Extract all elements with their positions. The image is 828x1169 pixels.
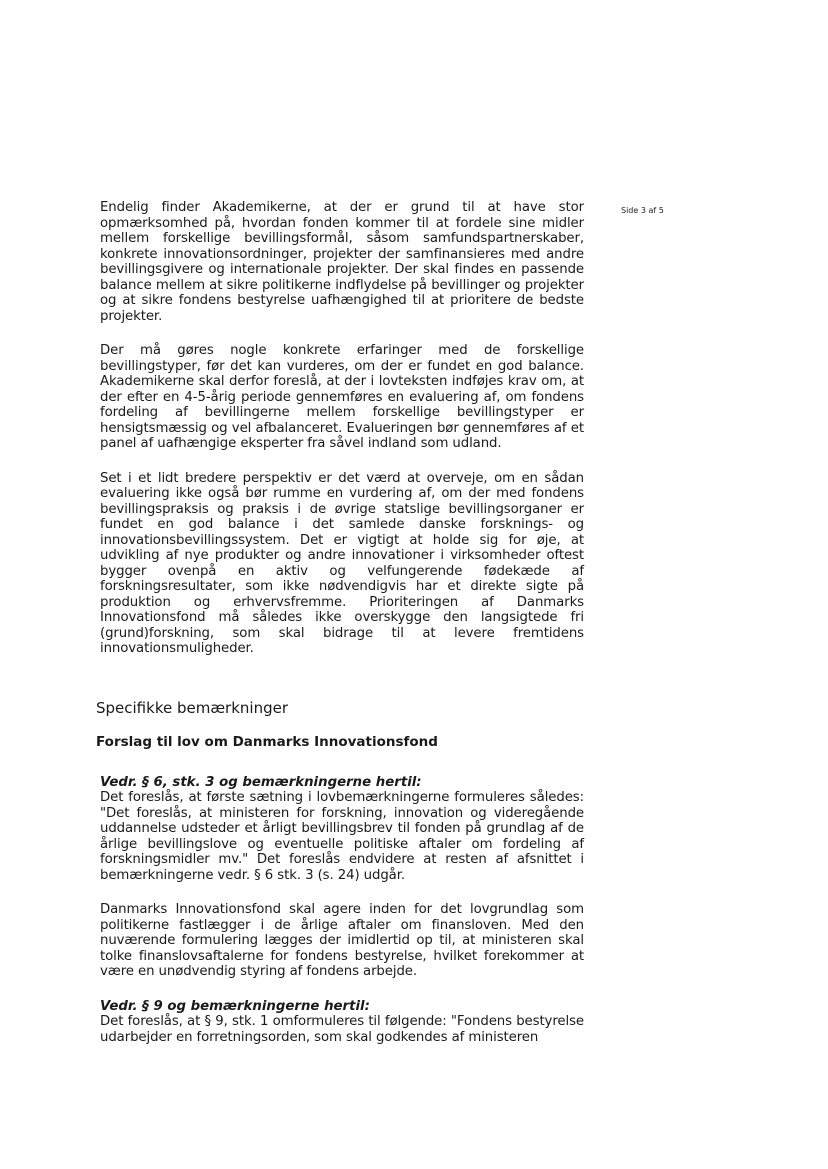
document-body (96, 200, 584, 1064)
law-title: Forslag til lov om Danmarks Innovationsfond (96, 733, 438, 750)
page-number: Side 3 af 5 (621, 206, 664, 215)
section6-heading: Vedr. § 6, stk. 3 og bemærkningerne hertil: (100, 774, 422, 790)
paragraph-2: Der må gøres nogle konkrete erfaringer med de forskellige bevillingstyper, før det kan vurderes, om der er fundet en god balance. Akademikerne skal derfor foreslå, at der i lovteksten indføjes krav om, at der efter en 4-5-årig periode gennemføres en evaluering af, om fondens fordeling af bevillingerne mellem forskellige bevillingstyper er hensigtsmæssig og vel afbalanceret. Evalueringen bør gennemføres af et panel af uafhængige eksperter fra såvel indland som udland. (100, 343, 584, 451)
section9-text-1: Det foreslås, at § 9, stk. 1 omformuleres til følgende: "Fondens bestyrelse udarbejder en forretningsorden, som skal godkendes af ministeren (100, 1014, 584, 1045)
section6-text-1: Det foreslås, at første sætning i lovbemærkningerne formuleres således: "Det foreslås, at ministeren for forskning, innovation og videregående uddannelse udsteder et årligt bevillingsbrev til fonden på grundlag af de årlige bevillingslove og eventuelle politiske aftaler om fordeling af forskningsmidler mv." Det foreslås endvidere at resten af afsnittet i bemærkningerne vedr. § 6 stk. 3 (s. 24) udgår. (100, 790, 584, 883)
section6-text-2: Danmarks Innovationsfond skal agere inden for det lovgrundlag som politikerne fastlægger i de årlige aftaler om finansloven. Med den nuværende formulering lægges der imidlertid op til, at ministeren skal tolke finanslovsaftalerne for fondens bestyrelse, hvilket forekommer at være en unødvendig styring af fondens arbejde. (100, 902, 584, 979)
paragraph-3: Set i et lidt bredere perspektiv er det værd at overveje, om en sådan evaluering ikke også bør rumme en vurdering af, om der med fondens bevillingspraksis og praksis i de øvrige statslige bevillingsorganer er fundet en god balance i det samlede danske forsknings- og innovationsbevillingssystem. Det er vigtigt at holde sig for øje, at udvikling af nye produkter og andre innovationer i virksomheder oftest bygger ovenpå en aktiv og velfungerende fødekæde af forskningsresultater, som ikke nødvendigvis har et direkte sigte på produktion og erhvervsfremme. Prioriteringen af Danmarks Innovationsfond må således ikke overskygge den langsigtede fri (grund)forskning, som skal bidrage til at levere fremtidens innovationsmuligheder. (100, 470, 584, 656)
paragraph-1: Endelig finder Akademikerne, at der er grund til at have stor opmærksomhed på, hvordan fonden kommer til at fordele sine midler mellem forskellige bevillingsformål, såsom samfundspartnerskaber, konkrete innovationsordninger, projekter der samfinansieres med andre bevillingsgivere og internationale projekter. Der skal findes en passende balance mellem at sikre politikerne indflydelse på bevillinger og projekter og at sikre fondens bestyrelse uafhængighed til at prioritere de bedste projekter. (100, 200, 584, 324)
section-title: Specifikke bemærkninger (96, 698, 289, 717)
section9-heading: Vedr. § 9 og bemærkningerne hertil: (100, 998, 370, 1014)
